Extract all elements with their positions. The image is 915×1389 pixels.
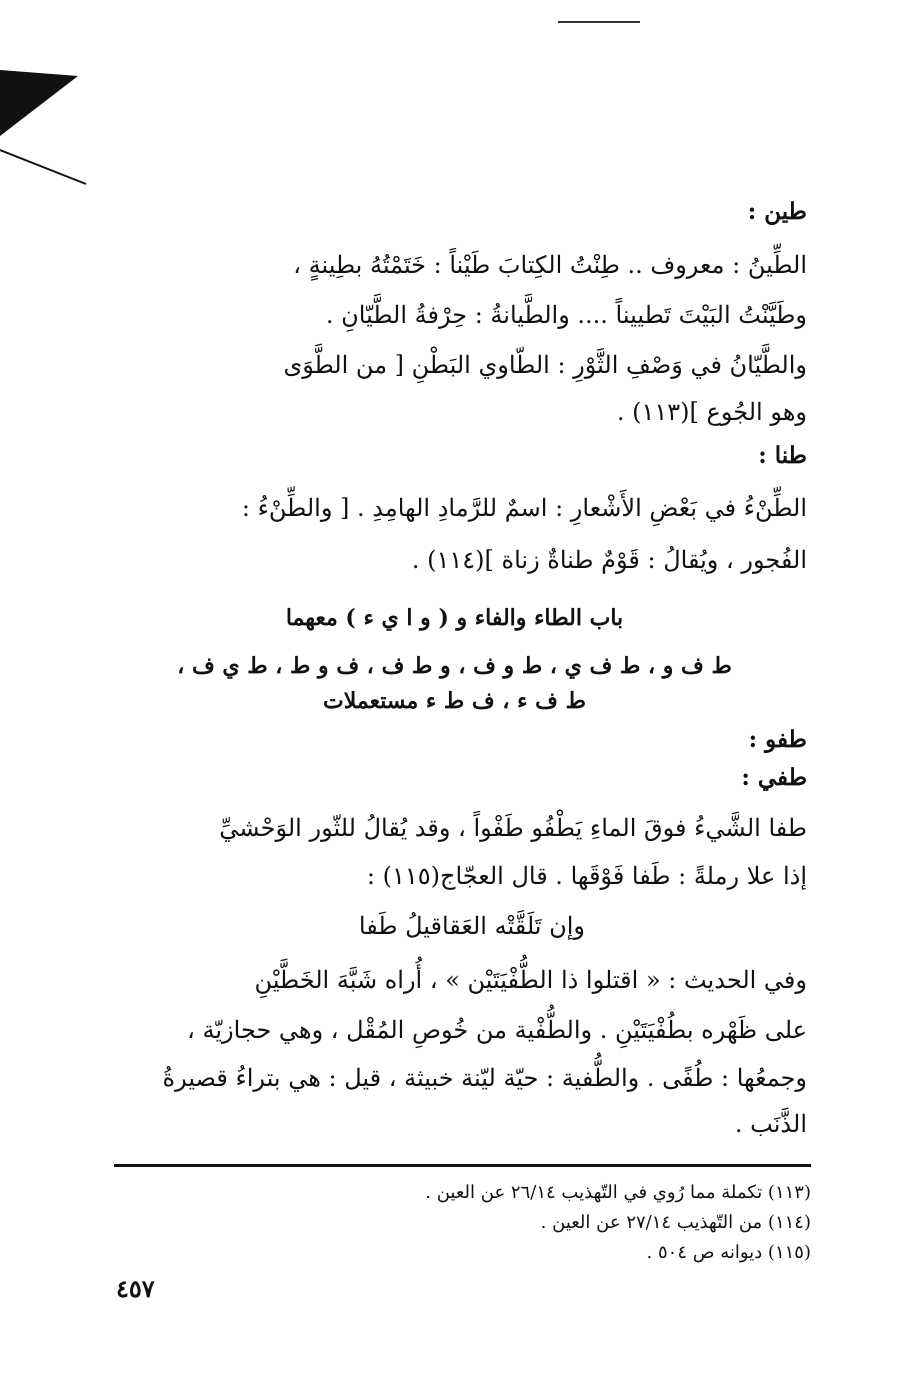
entry-text-line: الفُجور ، ويُقالُ : قَوْمٌ طناةٌ زناة ](١١٤) . — [411, 546, 807, 574]
entry-text-line: الذَّنَب . — [734, 1110, 807, 1138]
entry-text-line: وطَيَّنْتُ البَيْتَ تَطييناً .... والطَّيانةُ : حِرْفةُ الطَّيّانِ . — [325, 301, 807, 329]
entry-heading-tana: طنا : — [758, 442, 807, 469]
footnote: (١١٥) ديوانه ص ٥٠٤ . — [646, 1242, 811, 1263]
entry-text-line: والطَّيّانُ في وَصْفِ الثَّوْرِ : الطّاوي البَطْنِ [ من الطَّوَى — [283, 351, 807, 379]
entry-text-line: إذا علا رملةً : طَفا فَوْقَها . قال العجّاج(١١٥) : — [366, 862, 807, 890]
entry-text-line: الطِّنْءُ في بَعْضِ الأَشْعارِ : اسمٌ للرَّمادِ الهامِدِ . [ والطِّنْءُ : — [241, 494, 807, 522]
footnote-separator — [114, 1164, 811, 1167]
page-number: ٤٥٧ — [116, 1274, 155, 1303]
poetry-verse: وإن تَلَقَّتْه العَقاقيلُ طَفا — [358, 912, 585, 940]
entry-heading-tafy: طفي : — [741, 764, 807, 791]
footnote: (١١٤) من التّهذيب ٢٧/١٤ عن العين . — [540, 1212, 811, 1233]
footnote: (١١٣) تكملة مما رُوي في التّهذيب ٢٦/١٤ عن العين . — [425, 1182, 811, 1203]
entry-text-line: وهو الجُوع ](١١٣) . — [616, 398, 807, 426]
chapter-roots-line: ط ف ء ، ف ط ء مستعملات — [323, 688, 586, 714]
entry-text-line: الطِّينُ : معروف .. طِنْتُ الكِتابَ طَيْناً : خَتَمْتُهُ بطِينةٍ ، — [293, 251, 807, 279]
scan-mark-rule — [558, 21, 640, 23]
entry-text-line: على ظَهْره بطُفْيَتَيْنِ . والطُّفْية من خُوصِ المُقْل ، وهي حجازيّة ، — [187, 1016, 807, 1044]
entry-text-line: وفي الحديث : « اقتلوا ذا الطُّفْيَتَيْن » ، أُراه شَبَّهَ الخَطَّيْنِ — [254, 966, 807, 994]
scan-corner-mark — [0, 70, 90, 190]
chapter-roots-line: ط ف و ، ط ف ي ، ط و ف ، و ط ف ، ف و ط ، ط ي ف ، — [177, 653, 732, 679]
entry-heading-tin: طين : — [747, 198, 807, 225]
entry-text-line: طفا الشَّيءُ فوقَ الماءِ يَطْفُو طَفْواً ، وقد يُقالُ للثّور الوَحْشيِّ — [219, 814, 807, 842]
chapter-title: باب الطاء والفاء و ( و ا ي ء ) معهما — [285, 605, 624, 631]
entry-heading-tafw: طفو : — [748, 726, 807, 753]
entry-text-line: وجمعُها : طُفًى . والطُّفية : حيّة ليّنة خبيثة ، قيل : هي بتراءُ قصيرةُ — [162, 1064, 807, 1092]
